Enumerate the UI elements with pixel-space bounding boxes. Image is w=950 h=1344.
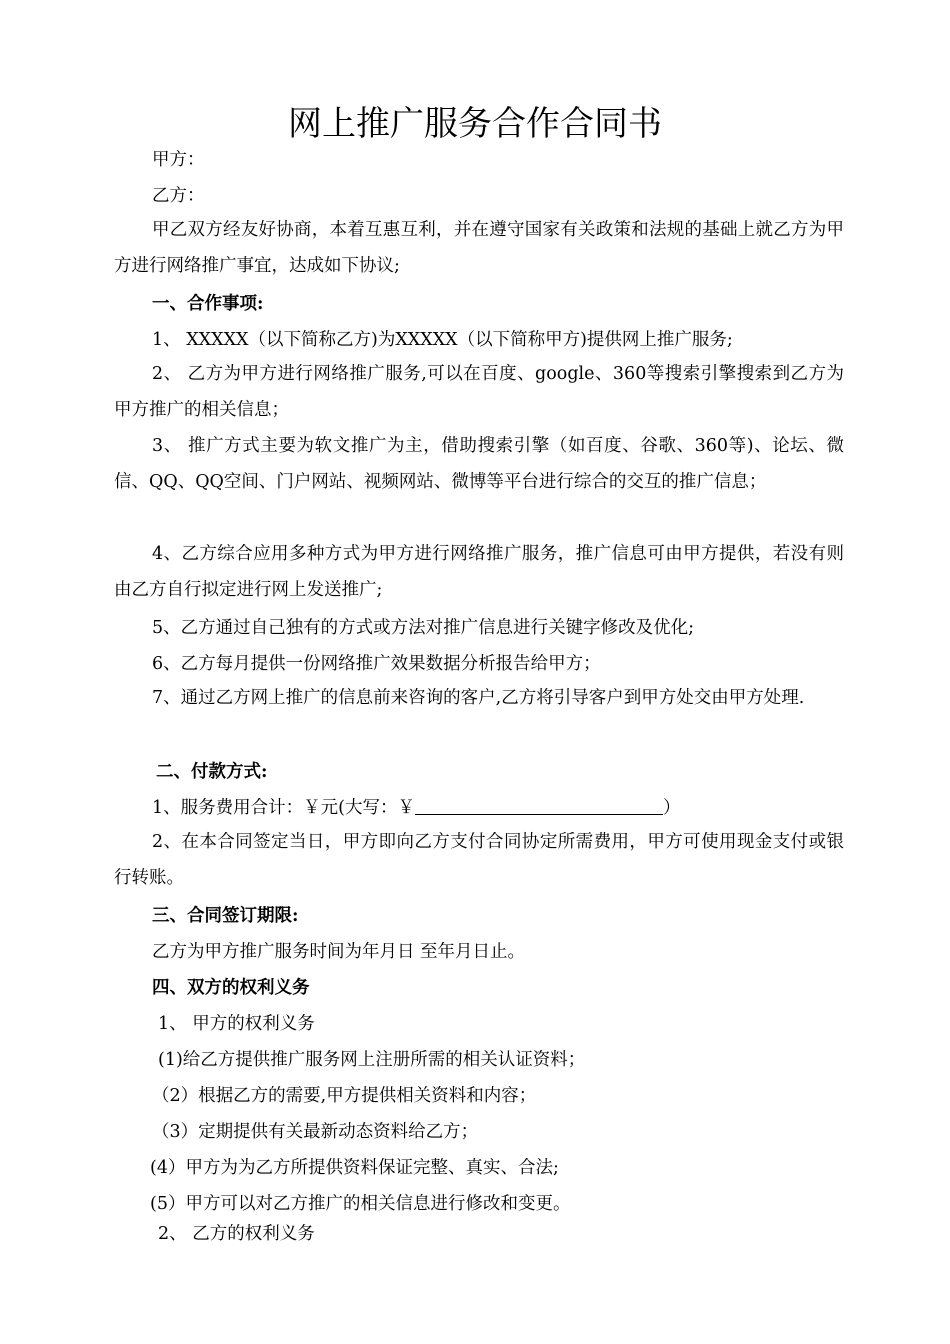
s1-item-7: 7、通过乙方网上推广的信息前来咨询的客户,乙方将引导客户到甲方处交由甲方处理. [152,688,805,708]
section-2-heading: 二、付款方式: [156,762,268,782]
s3-text: 乙方为甲方推广服务时间为年月日 至年月日止。 [152,942,526,962]
document-title: 网上推广服务合作合同书 [288,104,662,144]
s4-sub-2: 2、 乙方的权利义务 [158,1224,315,1244]
party-b-line: 乙方： [152,186,205,206]
s1-item-4: 4、乙方综合应用多种方式为甲方进行网络推广服务，推广信息可由甲方提供，若没有则由乙方自行拟定进行网上发送推广; [114,544,844,600]
s1-item-2: 2、 乙方为甲方进行网络推广服务,可以在百度、google、360等搜索引擎搜索到乙方为甲方推广的相关信息； [114,364,844,420]
s4-item-2: （2）根据乙方的需要,甲方提供相关资料和内容； [152,1086,537,1106]
fee-prefix: 1、服务费用合计：￥元(大写：￥ [152,798,415,818]
fee-blank-underline [415,796,663,815]
s4-sub-1: 1、 甲方的权利义务 [158,1014,315,1034]
s2-item-2: 2、在本合同签定当日，甲方即向乙方支付合同协定所需费用，甲方可使用现金支付或银行转账。 [114,832,844,888]
section-3-heading: 三、合同签订期限: [152,906,299,926]
s1-item-1: 1、 XXXXX（以下简称乙方)为XXXXX（以下简称甲方)提供网上推广服务; [152,330,733,350]
s2-fee-line [114,796,844,820]
s1-item-3: 3、 推广方式主要为软文推广为主，借助搜索引擎（如百度、谷歌、360等)、论坛、微信、QQ、QQ空间、门户网站、视频网站、微博等平台进行综合的交互的推广信息； [114,436,844,492]
fee-suffix: ） [662,798,681,818]
s1-item-6: 6、乙方每月提供一份网络推广效果数据分析报告给甲方； [152,654,601,674]
intro-paragraph: 甲乙双方经友好协商，本着互惠互利，并在遵守国家有关政策和法规的基础上就乙方为甲方进行网络推广事宜，达成如下协议; [114,220,844,276]
s4-item-5: (5）甲方可以对乙方推广的相关信息进行修改和变更。 [150,1194,571,1214]
s4-item-1: (1)给乙方提供推广服务网上注册所需的相关认证资料； [158,1050,586,1070]
section-4-heading: 四、双方的权利义务 [152,978,310,998]
s4-item-4: (4）甲方为为乙方所提供资料保证完整、真实、合法; [150,1158,559,1178]
s1-item-5: 5、乙方通过自己独有的方式或方法对推广信息进行关键字修改及优化; [152,618,695,638]
section-1-heading: 一、合作事项: [152,294,264,314]
party-a-line: 甲方： [152,150,205,170]
s4-item-3: （3）定期提供有关最新动态资料给乙方； [152,1122,479,1142]
